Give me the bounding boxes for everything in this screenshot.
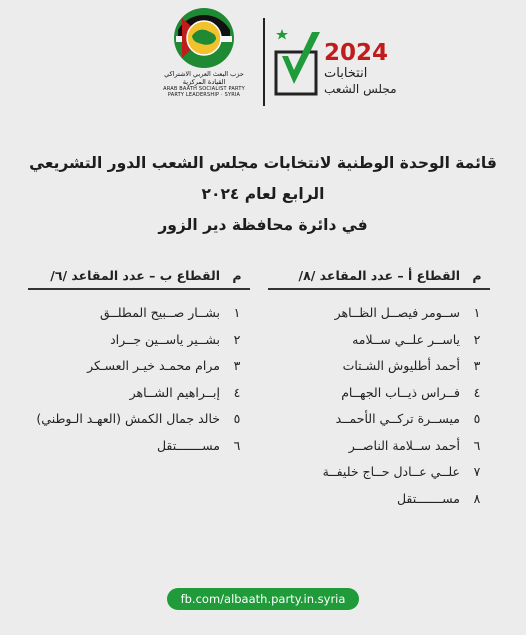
council-word: مجلس الشعب <box>324 82 397 96</box>
list-item <box>28 300 250 327</box>
row-number: ١ <box>473 305 481 321</box>
row-number: ٦ <box>233 437 241 453</box>
candidate-name: علــي عــادل حــاج خليفــة <box>322 464 460 480</box>
candidate-name: ميســرة تركــي الأحمــد <box>335 411 460 427</box>
sector-a-header <box>268 264 490 286</box>
row-number: ٥ <box>473 411 481 427</box>
party-leadership-english: PARTY LEADERSHIP · SYRIA <box>167 92 241 98</box>
row-number: ٣ <box>473 358 481 374</box>
list-item <box>28 432 250 459</box>
sector-b-heading: القطاع ب – عدد المقاعد /٦/ <box>50 267 220 283</box>
facebook-link[interactable]: fb.com/albaath.party.in.syria <box>167 588 360 610</box>
row-number: ٤ <box>473 384 481 400</box>
row-number: ٢ <box>233 331 241 347</box>
title-line-2: في دائرة محافظة دير الزور <box>158 216 368 234</box>
candidate-name: ياســر علــي ســلامه <box>352 331 460 347</box>
row-number: ٤ <box>233 384 241 400</box>
footer <box>0 588 526 610</box>
row-number: ١ <box>233 305 241 321</box>
list-item <box>28 353 250 380</box>
list-item <box>28 326 250 353</box>
ballot-check-icon <box>272 26 324 98</box>
row-number: ٦ <box>473 437 481 453</box>
list-item <box>28 379 250 406</box>
candidate-name: فــراس ذيــاب الجهــام <box>341 384 460 400</box>
candidate-name: أحمد أطليوش الشـتات <box>342 358 460 374</box>
candidate-name: بشــار صــبيح المطلــق <box>100 305 220 321</box>
party-leadership-arabic: القيادة المركزية <box>182 78 226 86</box>
list-item <box>268 300 490 327</box>
party-logo <box>158 6 250 110</box>
list-item <box>268 353 490 380</box>
sector-a-underline <box>268 288 490 290</box>
sector-b-underline <box>28 288 250 290</box>
baath-party-seal-icon <box>172 6 236 70</box>
list-item <box>268 406 490 433</box>
election-word: انتخابات <box>324 66 368 81</box>
candidate-name: مســـــــتقل <box>156 437 220 453</box>
row-number: ٨ <box>473 490 481 506</box>
candidate-name: خالد جمال الكمش (العهـد الـوطني) <box>36 411 220 427</box>
list-item <box>28 406 250 433</box>
list-item <box>268 459 490 486</box>
sector-a-m-label: م <box>472 267 482 283</box>
sector-a-list <box>268 264 490 512</box>
candidate-name: مرام محمـد خيـر العسـكر <box>87 358 220 374</box>
sector-b-m-label: م <box>232 267 242 283</box>
list-item <box>268 326 490 353</box>
header-divider <box>263 18 265 106</box>
party-name-arabic: حزب البعث العربي الاشتراكي <box>164 70 244 78</box>
sector-b-header <box>28 264 250 286</box>
header <box>0 0 526 115</box>
list-item <box>268 379 490 406</box>
candidate-name: إبــراهيم الشــاهر <box>129 384 220 400</box>
row-number: ٢ <box>473 331 481 347</box>
sector-a-heading: القطاع أ – عدد المقاعد /٨/ <box>298 267 460 283</box>
election-logo <box>272 20 402 106</box>
sector-b-list <box>28 264 250 459</box>
list-item <box>268 485 490 512</box>
candidate-name: مســـــــتقل <box>396 490 460 506</box>
row-number: ٧ <box>473 464 481 480</box>
candidate-name: ســومر فيصــل الظــاهر <box>334 305 460 321</box>
election-year: 2024 <box>324 40 389 66</box>
document-title <box>20 148 506 241</box>
candidate-name: بشــير ياســين جــراد <box>110 331 220 347</box>
row-number: ٥ <box>233 411 241 427</box>
list-item <box>268 432 490 459</box>
title-line-1: قائمة الوحدة الوطنية لانتخابات مجلس الشعب الدور التشريعي الرابع لعام ٢٠٢٤ <box>29 154 497 203</box>
row-number: ٣ <box>233 358 241 374</box>
candidate-name: أحمد ســلامة الناصــر <box>348 437 460 453</box>
party-name-english: ARAB BAATH SOCIALIST PARTY <box>163 86 245 92</box>
